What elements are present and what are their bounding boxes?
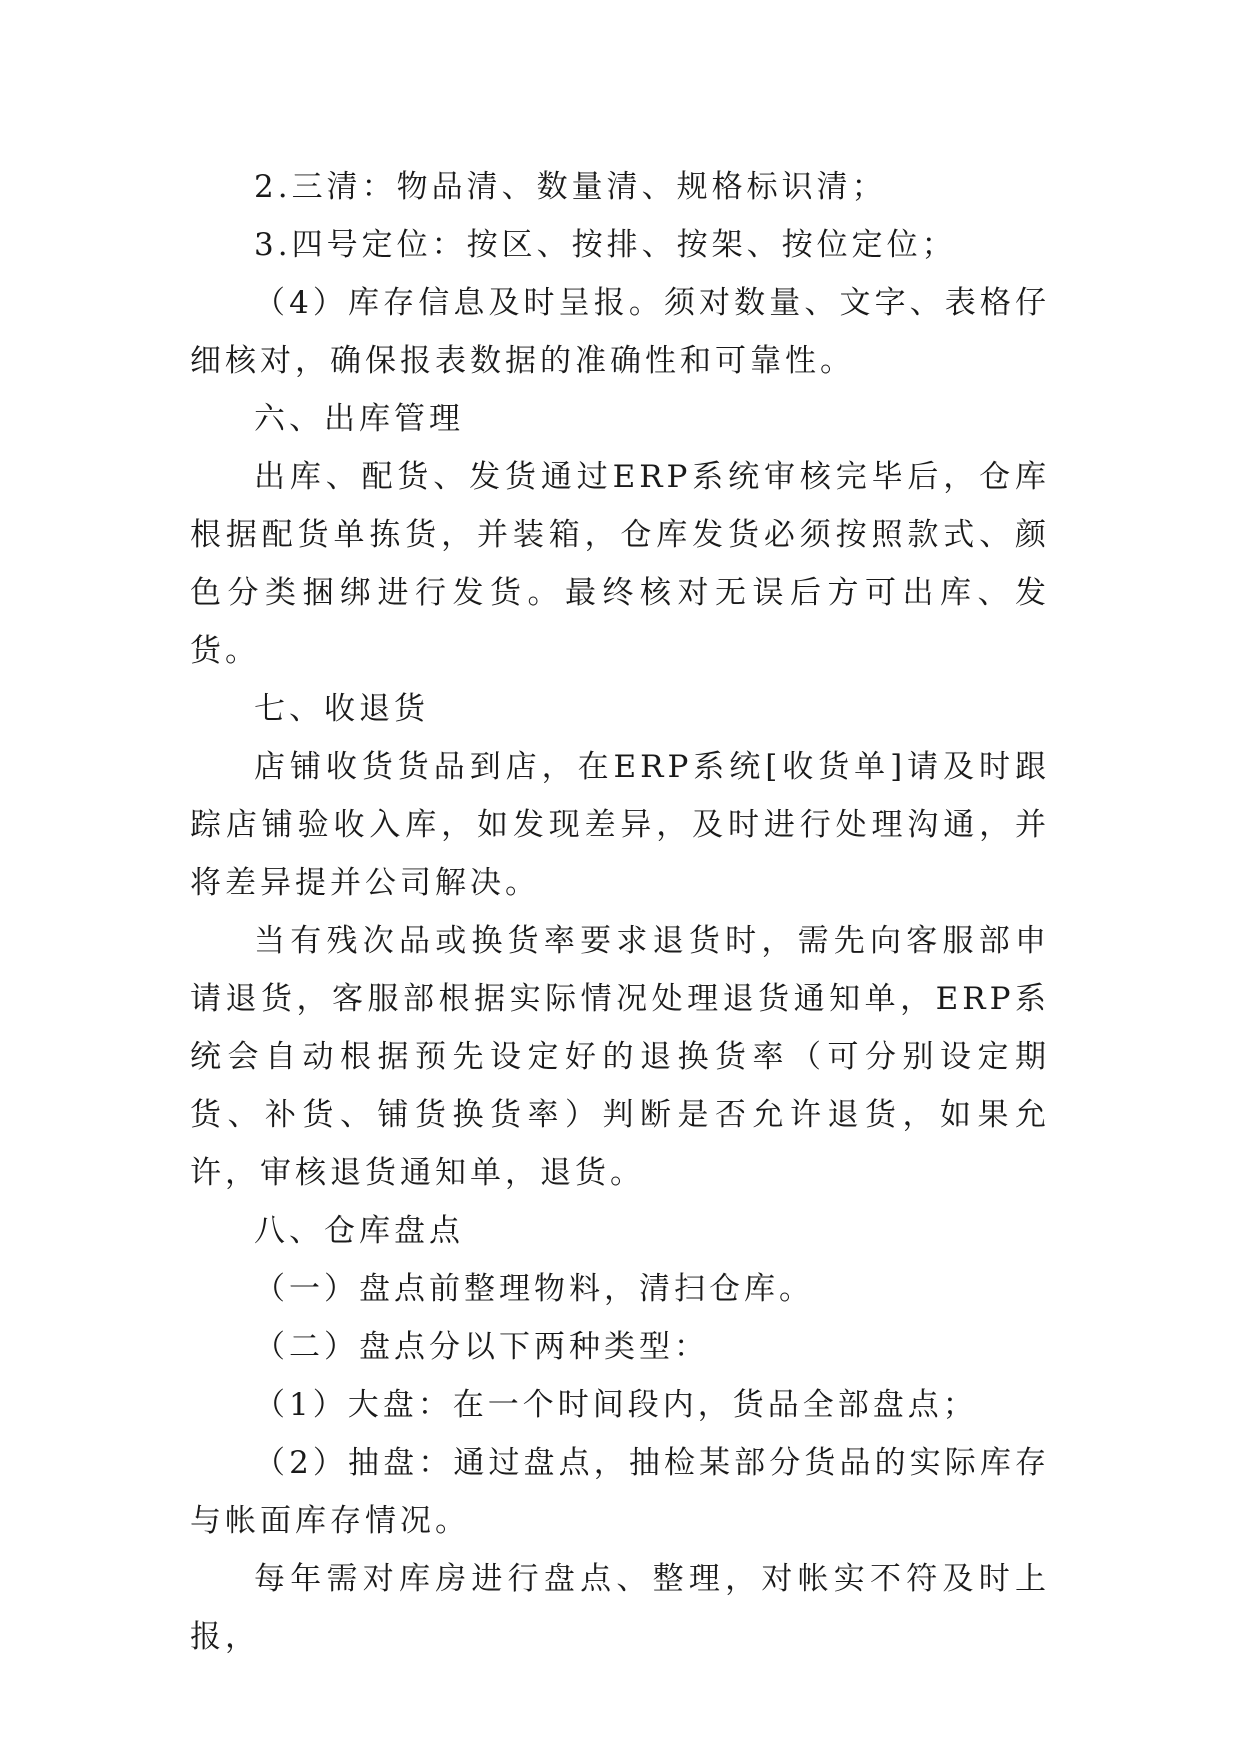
paragraph-annual-count: 每年需对库房进行盘点、整理，对帐实不符及时上报，: [190, 1561, 1050, 1655]
section-heading-returns: 七、收退货: [254, 691, 429, 727]
paragraph-return-process: 当有残次品或换货率要求退货时，需先向客服部申请退货，客服部根据实际情况处理退货通知单，ERP系统会自动根据预先设定好的退换货率（可分别设定期货、补货、铺货换货率）判断是否允许退货，如果允许，审核退货通知单，退货。: [190, 923, 1050, 1191]
paragraph-stocktake-prep: （一）盘点前整理物料，清扫仓库。: [254, 1271, 814, 1307]
section-heading-stocktake: 八、仓库盘点: [254, 1213, 464, 1249]
paragraph-full-count: （1）大盘：在一个时间段内，货品全部盘点；: [254, 1387, 978, 1423]
paragraph-stocktake-types: （二）盘点分以下两种类型：: [254, 1329, 709, 1365]
paragraph-four-position: 3.四号定位：按区、按排、按架、按位定位；: [254, 227, 957, 263]
paragraph-spot-check: （2）抽盘：通过盘点，抽检某部分货品的实际库存与帐面库存情况。: [190, 1445, 1050, 1539]
document-body: [190, 158, 1050, 1666]
paragraph-outbound: 出库、配货、发货通过ERP系统审核完毕后，仓库根据配货单拣货，并装箱，仓库发货必须按照款式、颜色分类捆绑进行发货。最终核对无误后方可出库、发货。: [190, 459, 1050, 669]
paragraph-store-receiving: 店铺收货货品到店，在ERP系统[收货单]请及时跟踪店铺验收入库，如发现差异，及时进行处理沟通，并将差异提并公司解决。: [190, 749, 1050, 901]
paragraph-inventory-report: （4）库存信息及时呈报。须对数量、文字、表格仔细核对，确保报表数据的准确性和可靠性。: [190, 285, 1050, 379]
section-heading-outbound: 六、出库管理: [254, 401, 464, 437]
paragraph-three-clear: 2.三清：物品清、数量清、规格标识清；: [254, 169, 887, 205]
